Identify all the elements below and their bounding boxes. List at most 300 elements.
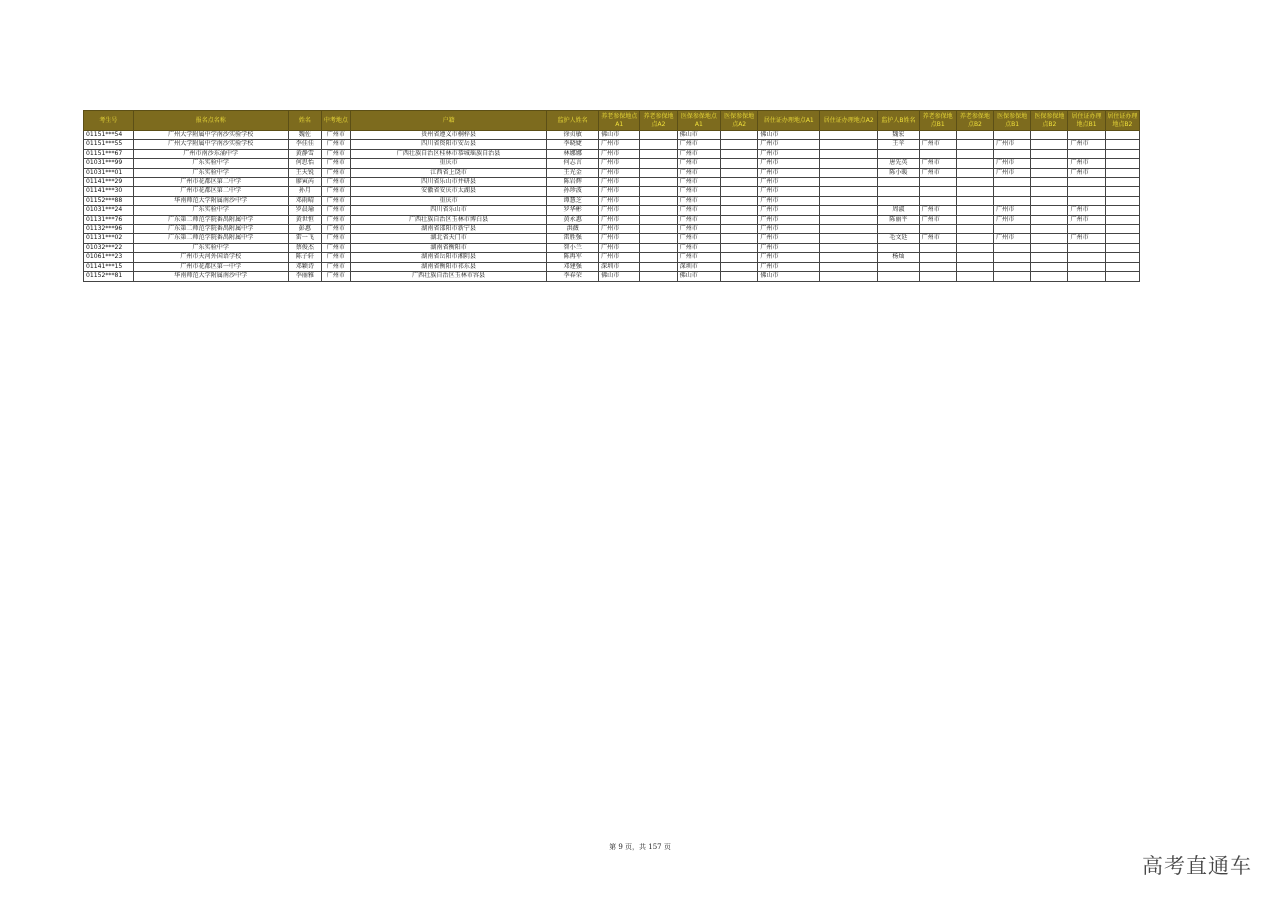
- cell-huji: 湖南省岳阳市湘阴县: [350, 253, 547, 262]
- cell-school: 广州市南沙东涌中学: [133, 149, 288, 158]
- cell-a2: [640, 131, 677, 140]
- cell-a4: [721, 168, 758, 177]
- cell-b5: 广州市: [1068, 168, 1105, 177]
- cell-a2: [640, 168, 677, 177]
- cell-a5: 广州市: [758, 140, 820, 149]
- cell-a3: 佛山市: [677, 131, 720, 140]
- table-row: [84, 262, 1140, 271]
- cell-b4: [1031, 253, 1068, 262]
- cell-a4: [721, 178, 758, 187]
- table-row: [84, 243, 1140, 252]
- cell-huji: 安徽省安庆市太湖县: [350, 187, 547, 196]
- cell-guardian: 李晓婕: [547, 140, 599, 149]
- column-header-a3: 医保参保地点A1: [677, 111, 720, 131]
- cell-a2: [640, 253, 677, 262]
- cell-b3: [994, 149, 1031, 158]
- cell-b_name: [878, 178, 919, 187]
- cell-id: 01141***15: [84, 262, 134, 271]
- cell-a1: 广州市: [599, 234, 640, 243]
- cell-guardian: 雷胜强: [547, 234, 599, 243]
- cell-name: 黄静雪: [288, 149, 321, 158]
- cell-b5: 广州市: [1068, 140, 1105, 149]
- cell-a5: 广州市: [758, 243, 820, 252]
- cell-name: 彭惠: [288, 225, 321, 234]
- table-row: [84, 131, 1140, 140]
- cell-name: 何思怡: [288, 159, 321, 168]
- cell-b5: 广州市: [1068, 159, 1105, 168]
- cell-huji: 湖南省衡阳市祁东县: [350, 262, 547, 271]
- cell-a3: 广州市: [677, 234, 720, 243]
- cell-exam_site: 广州市: [321, 262, 350, 271]
- cell-b1: 广州市: [919, 140, 956, 149]
- cell-a6: [820, 225, 878, 234]
- cell-b6: [1105, 196, 1139, 205]
- column-header-b6: 居住证办理地点B2: [1105, 111, 1139, 131]
- column-header-id: 考生号: [84, 111, 134, 131]
- cell-b2: [956, 243, 993, 252]
- cell-b2: [956, 206, 993, 215]
- cell-b5: [1068, 149, 1105, 158]
- cell-a4: [721, 253, 758, 262]
- cell-b_name: [878, 149, 919, 158]
- cell-a1: 广州市: [599, 243, 640, 252]
- cell-a6: [820, 272, 878, 281]
- cell-b6: [1105, 272, 1139, 281]
- cell-b4: [1031, 140, 1068, 149]
- cell-a5: 佛山市: [758, 131, 820, 140]
- cell-huji: 江西省上饶市: [350, 168, 547, 177]
- cell-b1: [919, 187, 956, 196]
- cell-guardian: 李春荣: [547, 272, 599, 281]
- cell-school: 广州市花都区第二中学: [133, 178, 288, 187]
- cell-a2: [640, 225, 677, 234]
- cell-a3: 深圳市: [677, 262, 720, 271]
- cell-exam_site: 广州市: [321, 225, 350, 234]
- cell-b1: [919, 225, 956, 234]
- cell-name: 李丽雅: [288, 272, 321, 281]
- cell-a6: [820, 253, 878, 262]
- cell-b6: [1105, 187, 1139, 196]
- cell-b3: [994, 225, 1031, 234]
- cell-name: 李佳佳: [288, 140, 321, 149]
- cell-b2: [956, 178, 993, 187]
- cell-a2: [640, 196, 677, 205]
- cell-a4: [721, 131, 758, 140]
- column-header-guardian: 监护人姓名: [547, 111, 599, 131]
- cell-b4: [1031, 206, 1068, 215]
- cell-b_name: 唐先英: [878, 159, 919, 168]
- cell-a1: 广州市: [599, 168, 640, 177]
- cell-huji: 重庆市: [350, 196, 547, 205]
- cell-guardian: 孙珍波: [547, 187, 599, 196]
- column-header-a2: 养老参保地点A2: [640, 111, 677, 131]
- cell-a2: [640, 178, 677, 187]
- cell-a5: 佛山市: [758, 272, 820, 281]
- cell-a1: 广州市: [599, 215, 640, 224]
- cell-b4: [1031, 215, 1068, 224]
- cell-guardian: 林娜娜: [547, 149, 599, 158]
- cell-a6: [820, 234, 878, 243]
- cell-b_name: [878, 196, 919, 205]
- cell-b2: [956, 253, 993, 262]
- cell-a6: [820, 140, 878, 149]
- cell-a3: 广州市: [677, 243, 720, 252]
- cell-a3: 广州市: [677, 140, 720, 149]
- table-row: [84, 168, 1140, 177]
- cell-id: 01151***67: [84, 149, 134, 158]
- cell-a4: [721, 140, 758, 149]
- cell-a5: 广州市: [758, 262, 820, 271]
- cell-b5: [1068, 187, 1105, 196]
- cell-b_name: [878, 187, 919, 196]
- cell-huji: 湖北省天门市: [350, 234, 547, 243]
- cell-b5: [1068, 262, 1105, 271]
- cell-a1: 广州市: [599, 159, 640, 168]
- cell-guardian: 罗华彬: [547, 206, 599, 215]
- cell-a4: [721, 215, 758, 224]
- cell-b2: [956, 262, 993, 271]
- cell-b1: [919, 131, 956, 140]
- cell-guardian: 邓建强: [547, 262, 599, 271]
- cell-b5: [1068, 196, 1105, 205]
- cell-b6: [1105, 149, 1139, 158]
- cell-b5: [1068, 243, 1105, 252]
- cell-id: 01152***81: [84, 272, 134, 281]
- cell-huji: 湖南省邵阳市新宁县: [350, 225, 547, 234]
- cell-a5: 广州市: [758, 215, 820, 224]
- column-header-b1: 养老参保地点B1: [919, 111, 956, 131]
- cell-a3: 广州市: [677, 225, 720, 234]
- cell-b1: 广州市: [919, 215, 956, 224]
- cell-b_name: [878, 272, 919, 281]
- column-header-school: 报名点名称: [133, 111, 288, 131]
- cell-b2: [956, 140, 993, 149]
- cell-b_name: [878, 262, 919, 271]
- column-header-a5: 居住证办理地点A1: [758, 111, 820, 131]
- cell-school: 广东实验中学: [133, 206, 288, 215]
- cell-a4: [721, 272, 758, 281]
- cell-a6: [820, 131, 878, 140]
- column-header-b4: 医保参保地点B2: [1031, 111, 1068, 131]
- cell-b4: [1031, 187, 1068, 196]
- cell-exam_site: 广州市: [321, 243, 350, 252]
- cell-b_name: 毛文廷: [878, 234, 919, 243]
- cell-b4: [1031, 234, 1068, 243]
- cell-guardian: 洪薇: [547, 225, 599, 234]
- cell-exam_site: 广州市: [321, 206, 350, 215]
- cell-b2: [956, 196, 993, 205]
- cell-exam_site: 广州市: [321, 215, 350, 224]
- cell-b3: [994, 253, 1031, 262]
- cell-b2: [956, 149, 993, 158]
- cell-exam_site: 广州市: [321, 196, 350, 205]
- cell-huji: 重庆市: [350, 159, 547, 168]
- cell-school: 广东第二师范学院番禺附属中学: [133, 215, 288, 224]
- cell-a1: 深圳市: [599, 262, 640, 271]
- cell-b1: [919, 262, 956, 271]
- cell-a6: [820, 187, 878, 196]
- cell-a4: [721, 159, 758, 168]
- cell-a5: 广州市: [758, 196, 820, 205]
- cell-name: 黄世恒: [288, 215, 321, 224]
- cell-exam_site: 广州市: [321, 178, 350, 187]
- cell-name: 廖寅芮: [288, 178, 321, 187]
- cell-a3: 广州市: [677, 253, 720, 262]
- cell-id: 01031***01: [84, 168, 134, 177]
- cell-school: 广州市花都区第一中学: [133, 262, 288, 271]
- cell-id: 01151***55: [84, 140, 134, 149]
- cell-huji: 广西壮族自治区玉林市博白县: [350, 215, 547, 224]
- cell-exam_site: 广州市: [321, 159, 350, 168]
- cell-b5: 广州市: [1068, 206, 1105, 215]
- cell-b4: [1031, 196, 1068, 205]
- cell-b3: 广州市: [994, 140, 1031, 149]
- cell-guardian: 陈再军: [547, 253, 599, 262]
- cell-b5: 广州市: [1068, 215, 1105, 224]
- cell-a6: [820, 196, 878, 205]
- cell-a1: 广州市: [599, 149, 640, 158]
- column-header-name: 姓名: [288, 111, 321, 131]
- cell-a1: 广州市: [599, 196, 640, 205]
- cell-b1: [919, 243, 956, 252]
- cell-b3: [994, 262, 1031, 271]
- cell-huji: 四川省乐山市: [350, 206, 547, 215]
- cell-a5: 广州市: [758, 149, 820, 158]
- cell-b5: [1068, 272, 1105, 281]
- cell-a4: [721, 262, 758, 271]
- cell-school: 广州市天河外国语学校: [133, 253, 288, 262]
- cell-school: 华南师范大学附属南沙中学: [133, 196, 288, 205]
- cell-exam_site: 广州市: [321, 168, 350, 177]
- table-row: [84, 149, 1140, 158]
- cell-a2: [640, 187, 677, 196]
- cell-id: 01132***96: [84, 225, 134, 234]
- cell-a6: [820, 262, 878, 271]
- page-footer: 第 9 页，共 157 页: [609, 843, 671, 851]
- cell-exam_site: 广州市: [321, 149, 350, 158]
- column-header-a1: 养老参保地点A1: [599, 111, 640, 131]
- cell-b5: [1068, 225, 1105, 234]
- column-header-a4: 医保参保地点A2: [721, 111, 758, 131]
- column-header-b5: 居住证办理地点B1: [1068, 111, 1105, 131]
- cell-b4: [1031, 262, 1068, 271]
- cell-a2: [640, 272, 677, 281]
- cell-guardian: 陈岩辉: [547, 178, 599, 187]
- cell-a6: [820, 206, 878, 215]
- cell-id: 01031***24: [84, 206, 134, 215]
- cell-b2: [956, 272, 993, 281]
- cell-a4: [721, 234, 758, 243]
- cell-b_name: 陈丽平: [878, 215, 919, 224]
- cell-exam_site: 广州市: [321, 140, 350, 149]
- cell-b4: [1031, 272, 1068, 281]
- cell-a2: [640, 159, 677, 168]
- table-row: [84, 225, 1140, 234]
- cell-id: 01141***30: [84, 187, 134, 196]
- table-row: [84, 196, 1140, 205]
- cell-a2: [640, 149, 677, 158]
- cell-a1: 广州市: [599, 187, 640, 196]
- cell-huji: 四川省乐山市井研县: [350, 178, 547, 187]
- cell-b5: [1068, 178, 1105, 187]
- cell-school: 广州市花都区第二中学: [133, 187, 288, 196]
- cell-a6: [820, 178, 878, 187]
- cell-b6: [1105, 168, 1139, 177]
- cell-b5: [1068, 131, 1105, 140]
- cell-a6: [820, 215, 878, 224]
- column-header-exam_site: 中考地点: [321, 111, 350, 131]
- cell-b3: 广州市: [994, 234, 1031, 243]
- cell-name: 邓雨晴: [288, 196, 321, 205]
- cell-b6: [1105, 225, 1139, 234]
- cell-b_name: 周淑: [878, 206, 919, 215]
- cell-exam_site: 广州市: [321, 187, 350, 196]
- cell-b1: 广州市: [919, 234, 956, 243]
- cell-a4: [721, 243, 758, 252]
- cell-a1: 广州市: [599, 140, 640, 149]
- cell-b1: [919, 253, 956, 262]
- column-header-huji: 户籍: [350, 111, 547, 131]
- cell-a5: 广州市: [758, 234, 820, 243]
- cell-exam_site: 广州市: [321, 253, 350, 262]
- cell-school: 广州大学附属中学南沙实验学校: [133, 131, 288, 140]
- cell-b3: 广州市: [994, 159, 1031, 168]
- cell-a3: 广州市: [677, 168, 720, 177]
- cell-a1: 佛山市: [599, 272, 640, 281]
- cell-a6: [820, 159, 878, 168]
- cell-id: 01061***23: [84, 253, 134, 262]
- cell-a3: 佛山市: [677, 272, 720, 281]
- cell-exam_site: 广州市: [321, 131, 350, 140]
- table-header-row: [84, 111, 1140, 131]
- table-row: [84, 206, 1140, 215]
- cell-a3: 广州市: [677, 149, 720, 158]
- cell-a3: 广州市: [677, 187, 720, 196]
- cell-a2: [640, 215, 677, 224]
- cell-id: 01152***88: [84, 196, 134, 205]
- cell-school: 广州大学附属中学南沙实验学校: [133, 140, 288, 149]
- cell-a5: 广州市: [758, 206, 820, 215]
- cell-b3: [994, 243, 1031, 252]
- cell-b6: [1105, 131, 1139, 140]
- cell-a5: 广州市: [758, 178, 820, 187]
- cell-b3: 广州市: [994, 168, 1031, 177]
- cell-a6: [820, 243, 878, 252]
- cell-id: 01141***29: [84, 178, 134, 187]
- cell-b_name: [878, 225, 919, 234]
- table-row: [84, 253, 1140, 262]
- cell-name: 罗晨瑜: [288, 206, 321, 215]
- cell-b5: [1068, 253, 1105, 262]
- cell-school: 广东第二师范学院番禺附属中学: [133, 225, 288, 234]
- cell-b6: [1105, 243, 1139, 252]
- cell-id: 01131***02: [84, 234, 134, 243]
- cell-huji: 广西壮族自治区玉林市容县: [350, 272, 547, 281]
- column-header-a6: 居住证办理地点A2: [820, 111, 878, 131]
- cell-b5: 广州市: [1068, 234, 1105, 243]
- cell-b4: [1031, 159, 1068, 168]
- cell-a2: [640, 243, 677, 252]
- cell-school: 华南师范大学附属南沙中学: [133, 272, 288, 281]
- cell-a2: [640, 206, 677, 215]
- table-row: [84, 140, 1140, 149]
- cell-school: 广东实验中学: [133, 168, 288, 177]
- cell-guardian: 谭慧芝: [547, 196, 599, 205]
- cell-b4: [1031, 178, 1068, 187]
- table-row: [84, 215, 1140, 224]
- cell-a1: 佛山市: [599, 131, 640, 140]
- cell-b3: [994, 131, 1031, 140]
- cell-id: 01151***54: [84, 131, 134, 140]
- cell-a6: [820, 168, 878, 177]
- cell-a4: [721, 187, 758, 196]
- cell-huji: 贵州省遵义市桐梓县: [350, 131, 547, 140]
- cell-name: 蔡俊杰: [288, 243, 321, 252]
- cell-a3: 广州市: [677, 196, 720, 205]
- cell-b_name: 陈小暖: [878, 168, 919, 177]
- cell-school: 广东第二师范学院番禺附属中学: [133, 234, 288, 243]
- cell-id: 01032***22: [84, 243, 134, 252]
- cell-a2: [640, 234, 677, 243]
- cell-b4: [1031, 131, 1068, 140]
- cell-b6: [1105, 140, 1139, 149]
- cell-b1: [919, 272, 956, 281]
- table-row: [84, 234, 1140, 243]
- cell-b1: [919, 149, 956, 158]
- cell-guardian: 何志言: [547, 159, 599, 168]
- cell-b6: [1105, 159, 1139, 168]
- cell-a6: [820, 149, 878, 158]
- cell-a3: 广州市: [677, 178, 720, 187]
- cell-school: 广东实验中学: [133, 159, 288, 168]
- cell-b_name: [878, 243, 919, 252]
- cell-guardian: 黄永惠: [547, 215, 599, 224]
- cell-a3: 广州市: [677, 159, 720, 168]
- cell-b6: [1105, 234, 1139, 243]
- cell-a1: 广州市: [599, 178, 640, 187]
- cell-b2: [956, 131, 993, 140]
- cell-a5: 广州市: [758, 225, 820, 234]
- cell-a2: [640, 262, 677, 271]
- cell-id: 01031***99: [84, 159, 134, 168]
- data-sheet: [83, 110, 1140, 282]
- cell-b_name: 王苹: [878, 140, 919, 149]
- table-row: [84, 159, 1140, 168]
- cell-name: 邓颖诗: [288, 262, 321, 271]
- cell-guardian: 王光金: [547, 168, 599, 177]
- cell-b2: [956, 215, 993, 224]
- cell-huji: 四川省资阳市安岳县: [350, 140, 547, 149]
- cell-name: 孙月: [288, 187, 321, 196]
- cell-b6: [1105, 178, 1139, 187]
- cell-b3: [994, 196, 1031, 205]
- cell-name: 陈子轩: [288, 253, 321, 262]
- cell-a4: [721, 225, 758, 234]
- cell-a5: 广州市: [758, 253, 820, 262]
- cell-b2: [956, 159, 993, 168]
- cell-b2: [956, 234, 993, 243]
- table-row: [84, 272, 1140, 281]
- cell-b4: [1031, 225, 1068, 234]
- table-row: [84, 178, 1140, 187]
- cell-b4: [1031, 149, 1068, 158]
- cell-b6: [1105, 206, 1139, 215]
- cell-exam_site: 广州市: [321, 234, 350, 243]
- column-header-b2: 养老参保地点B2: [956, 111, 993, 131]
- cell-name: 雷一飞: [288, 234, 321, 243]
- cell-b3: [994, 272, 1031, 281]
- cell-b_name: 杨灿: [878, 253, 919, 262]
